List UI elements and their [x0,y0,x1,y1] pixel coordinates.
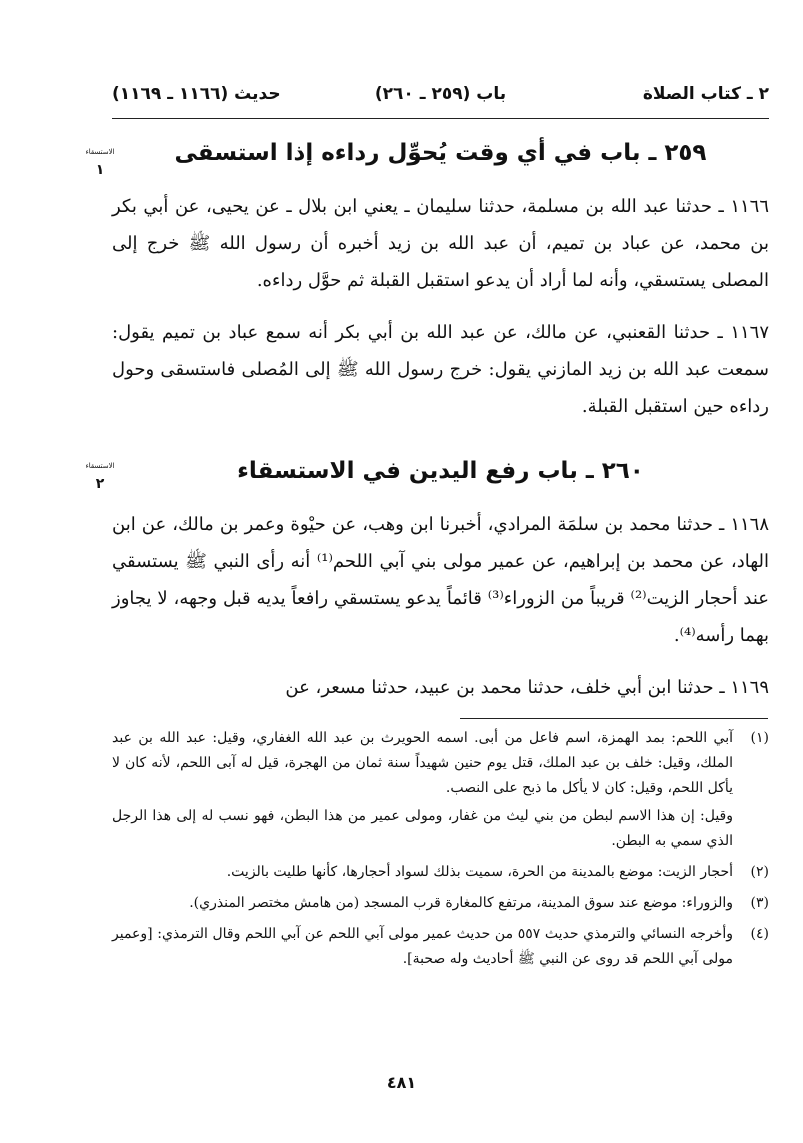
footnote-text: آبي اللحم: بمد الهمزة، اسم فاعل من أبى. اسمه الحويرث بن عبد الله الغفاري، وقيل: عبد الله بن عبد الملك، وقيل: خلف بن عبد الملك، قتل يوم حنين شهيداً سنة ثمان من الهجرة، قيل له آبى اللحم، لأنه كان لا يأكل اللحم، وقيل: كان لا يأكل ما ذبح على النصب. [112,730,733,796]
chapter-body-259 [112,188,769,440]
chapter-body-260 [112,506,769,721]
margin-note-label: الاستسقاء [85,148,115,156]
page-number: ٤٨١ [386,1073,417,1092]
footnote-text: والزوراء: موضع عند سوق المدينة، مرتفع كالمغارة قرب المسجد (من هامش مختصر المنذري). [189,895,733,911]
header-hadith-range: (١١٦٦ ـ ١١٦٩) حديث [112,84,281,104]
footnote-number: (٣) [750,895,769,911]
footnote-1 [112,726,769,854]
hadith-1167: ١١٦٧ ـ حدثنا القعنبي، عن مالك، عن عبد الله بن أبي بكر أنه سمع عباد بن تميم يقول: سمعت عبد الله بن زيد المازني يقول: خرج رسول الله ﷺ إلى المُصلى فاستسقى وحول رداءه حين استقبل القبلة. [112,322,769,417]
hadith-1166: ١١٦٦ ـ حدثنا عبد الله بن مسلمة، حدثنا سليمان ـ يعني ابن بلال ـ عن يحيى، عن أبي بكر بن محمد، عن عباد بن تميم، أن عبد الله بن زيد أخبره أن رسول الله ﷺ خرج إلى المصلى يستسقي، وأنه لما أراد أن يدعو استقبل القبلة ثم حوَّل رداءه. [112,196,769,291]
running-header [112,84,769,112]
header-book-title: ٢ ـ كتاب الصلاة [642,84,769,104]
footnotes [112,726,769,978]
footnote-rule [460,718,768,719]
footnote-number: (٢) [750,864,769,880]
footnote-2 [112,860,769,885]
footnote-4 [112,922,769,972]
footnote-number: (٤) [750,926,769,942]
footnote-text: وأخرجه النسائي والترمذي حديث ٥٥٧ من حديث عمير مولى آبي اللحم عن آبي اللحم وقال الترمذي: [وعمير مولى آبي اللحم قد روى عن النبي ﷺ أحاديث وله صحبة]. [112,926,733,967]
header-rule [112,118,769,119]
hadith-1168: ١١٦٨ ـ حدثنا محمد بن سلمَة المرادي، أخبرنا ابن وهب، عن حيْوة وعمر بن مالك، عن ابن الهاد، عن محمد بن إبراهيم، عن عمير مولى بني آبي اللحم⁽¹⁾ أنه رأى النبي ﷺ يستسقي عند أحجار الزيت⁽²⁾ قريباً من الزوراء⁽³⁾ قائماً يدعو يستسقي رافعاً يديه قبل وجهه، لا يجاوز بهما رأسه⁽⁴⁾. [112,514,769,646]
footnote-text-continued: وقيل: إن هذا الاسم لبطن من بني ليث من غفار، ومولى عمير من هذا البطن، فهو نسب له إلى هذا الرجل الذي سمي به البطن. [112,808,733,849]
margin-note-label: الاستسقاء [85,462,115,470]
chapter-title-260: ٢٦٠ ـ باب رفع اليدين في الاستسقاء [237,458,644,484]
footnote-text: أحجار الزيت: موضع بالمدينة من الحرة، سميت بذلك لسواد أحجارها، كأنها طليت بالزيت. [226,864,733,880]
footnote-number: (١) [750,730,769,746]
chapter-title-259: ٢٥٩ ـ باب في أي وقت يُحوِّل رداءه إذا استسقى [174,140,707,166]
hadith-1169: ١١٦٩ ـ حدثنا ابن أبي خلف، حدثنا محمد بن عبيد، حدثنا مسعر، عن [285,677,769,698]
margin-note-number: ١ [95,162,105,178]
footnote-3 [112,891,769,916]
header-chapter-range: (٢٥٩ ـ ٢٦٠) باب [374,84,507,104]
margin-note-number: ٢ [95,476,105,492]
